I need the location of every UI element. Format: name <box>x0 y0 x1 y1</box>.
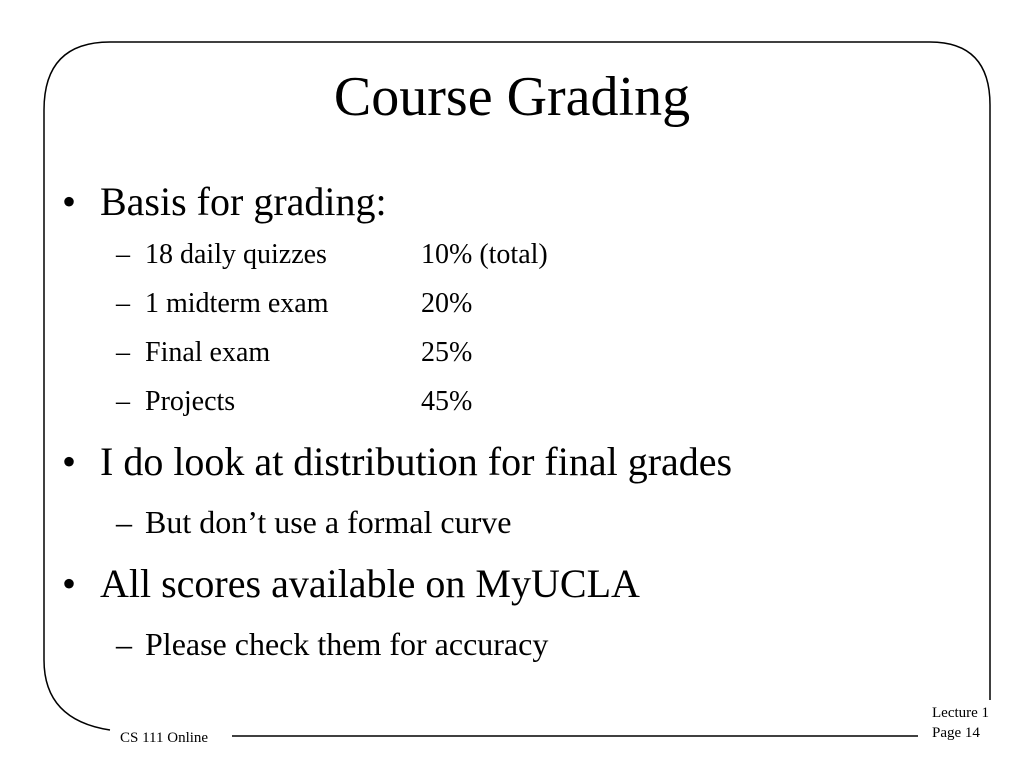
grade-item-weight: 10% (total) <box>421 239 548 270</box>
sub-item-text: Please check them for accuracy <box>145 626 549 662</box>
grade-item-name: 18 daily quizzes <box>145 239 327 270</box>
grade-item-midterm <box>116 287 472 321</box>
sub-marker: – <box>116 239 130 270</box>
grade-item-weight: 25% <box>421 337 473 368</box>
grade-item-quizzes <box>116 238 548 272</box>
sub-item-text: But don’t use a formal curve <box>145 504 512 540</box>
grade-item-name: Projects <box>145 386 236 417</box>
bullet-marker: • <box>62 439 77 484</box>
sub-item-accuracy <box>116 624 548 664</box>
sub-marker: – <box>116 626 132 662</box>
bullet-text: All scores available on MyUCLA <box>100 561 640 606</box>
sub-marker: – <box>116 288 130 319</box>
sub-item-formal-curve <box>116 502 511 542</box>
footer-lecture: Lecture 1 <box>932 705 990 721</box>
footer-lecture-page <box>932 703 989 743</box>
grade-item-weight: 20% <box>421 288 473 319</box>
bullet-distribution <box>62 438 732 486</box>
bullet-basis-for-grading <box>62 178 387 226</box>
footer-page: Page 14 <box>932 725 980 741</box>
frame-left-border <box>44 42 110 730</box>
grade-item-final <box>116 336 472 370</box>
grade-item-name: Final exam <box>145 337 271 368</box>
sub-marker: – <box>116 337 130 368</box>
grade-item-name: 1 midterm exam <box>145 288 329 319</box>
sub-marker: – <box>116 386 130 417</box>
grade-item-projects <box>116 385 472 419</box>
grade-item-weight: 45% <box>421 386 473 417</box>
footer-course: CS 111 Online <box>120 730 209 746</box>
bullet-marker: • <box>62 179 77 224</box>
sub-marker: – <box>116 504 132 540</box>
bullet-text: Basis for grading: <box>100 179 387 224</box>
bullet-text: I do look at distribution for final grades <box>100 439 733 484</box>
slide-title: Course Grading <box>333 66 691 128</box>
bullet-myucla <box>62 560 640 608</box>
bullet-marker: • <box>62 561 77 606</box>
